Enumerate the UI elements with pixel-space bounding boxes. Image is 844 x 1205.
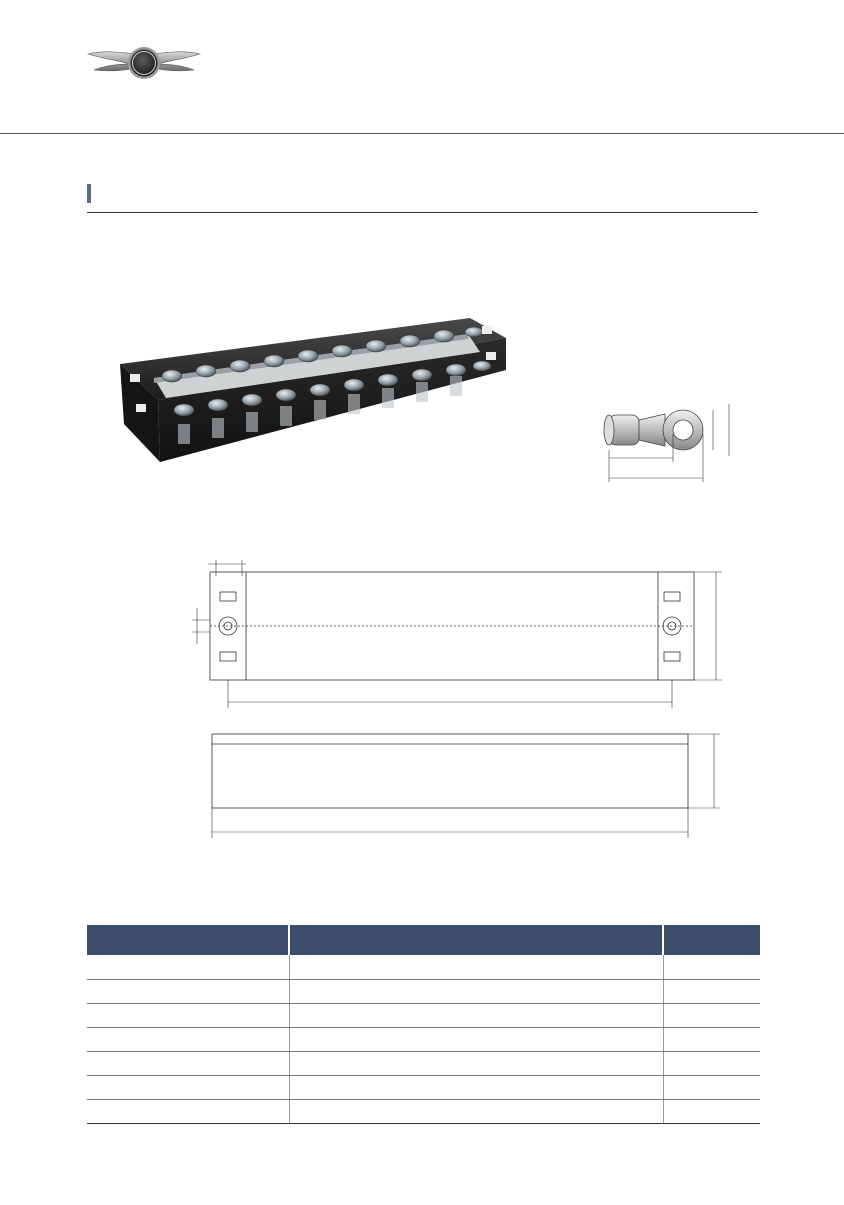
header-divider bbox=[0, 133, 844, 134]
table-row bbox=[87, 1075, 760, 1099]
spec-item bbox=[87, 1099, 289, 1123]
top-view-drawing bbox=[186, 548, 726, 714]
spec-table-header bbox=[87, 925, 760, 955]
spec-note bbox=[663, 1051, 760, 1075]
side-view-drawing bbox=[200, 728, 726, 838]
connection-terminal-drawing bbox=[595, 392, 745, 492]
spec-note bbox=[663, 1027, 760, 1051]
spec-item bbox=[87, 979, 289, 1003]
table-row bbox=[87, 955, 760, 979]
spec-note bbox=[663, 955, 760, 979]
spec-value bbox=[289, 1051, 663, 1075]
spec-note bbox=[663, 1075, 760, 1099]
hivero-logo-icon bbox=[86, 42, 202, 106]
header-model bbox=[289, 925, 663, 955]
spec-value bbox=[289, 1099, 663, 1123]
spec-note bbox=[663, 979, 760, 1003]
table-row bbox=[87, 1099, 760, 1123]
spec-item bbox=[87, 1003, 289, 1027]
spec-value bbox=[289, 1027, 663, 1051]
table-row bbox=[87, 1051, 760, 1075]
table-row bbox=[87, 1003, 760, 1027]
terminal-block-photo bbox=[118, 312, 508, 464]
header-item bbox=[87, 925, 289, 955]
spec-note bbox=[663, 1003, 760, 1027]
spec-item bbox=[87, 1075, 289, 1099]
header-note bbox=[663, 925, 760, 955]
spec-value bbox=[289, 979, 663, 1003]
spec-item bbox=[87, 955, 289, 979]
section-marker bbox=[87, 184, 91, 203]
spec-item bbox=[87, 1027, 289, 1051]
section-divider bbox=[87, 212, 758, 213]
spec-value bbox=[289, 1003, 663, 1027]
spec-note bbox=[663, 1099, 760, 1123]
spec-table bbox=[87, 925, 760, 1124]
spec-value bbox=[289, 955, 663, 979]
spec-value bbox=[289, 1075, 663, 1099]
table-row bbox=[87, 1027, 760, 1051]
table-row bbox=[87, 979, 760, 1003]
spec-item bbox=[87, 1051, 289, 1075]
